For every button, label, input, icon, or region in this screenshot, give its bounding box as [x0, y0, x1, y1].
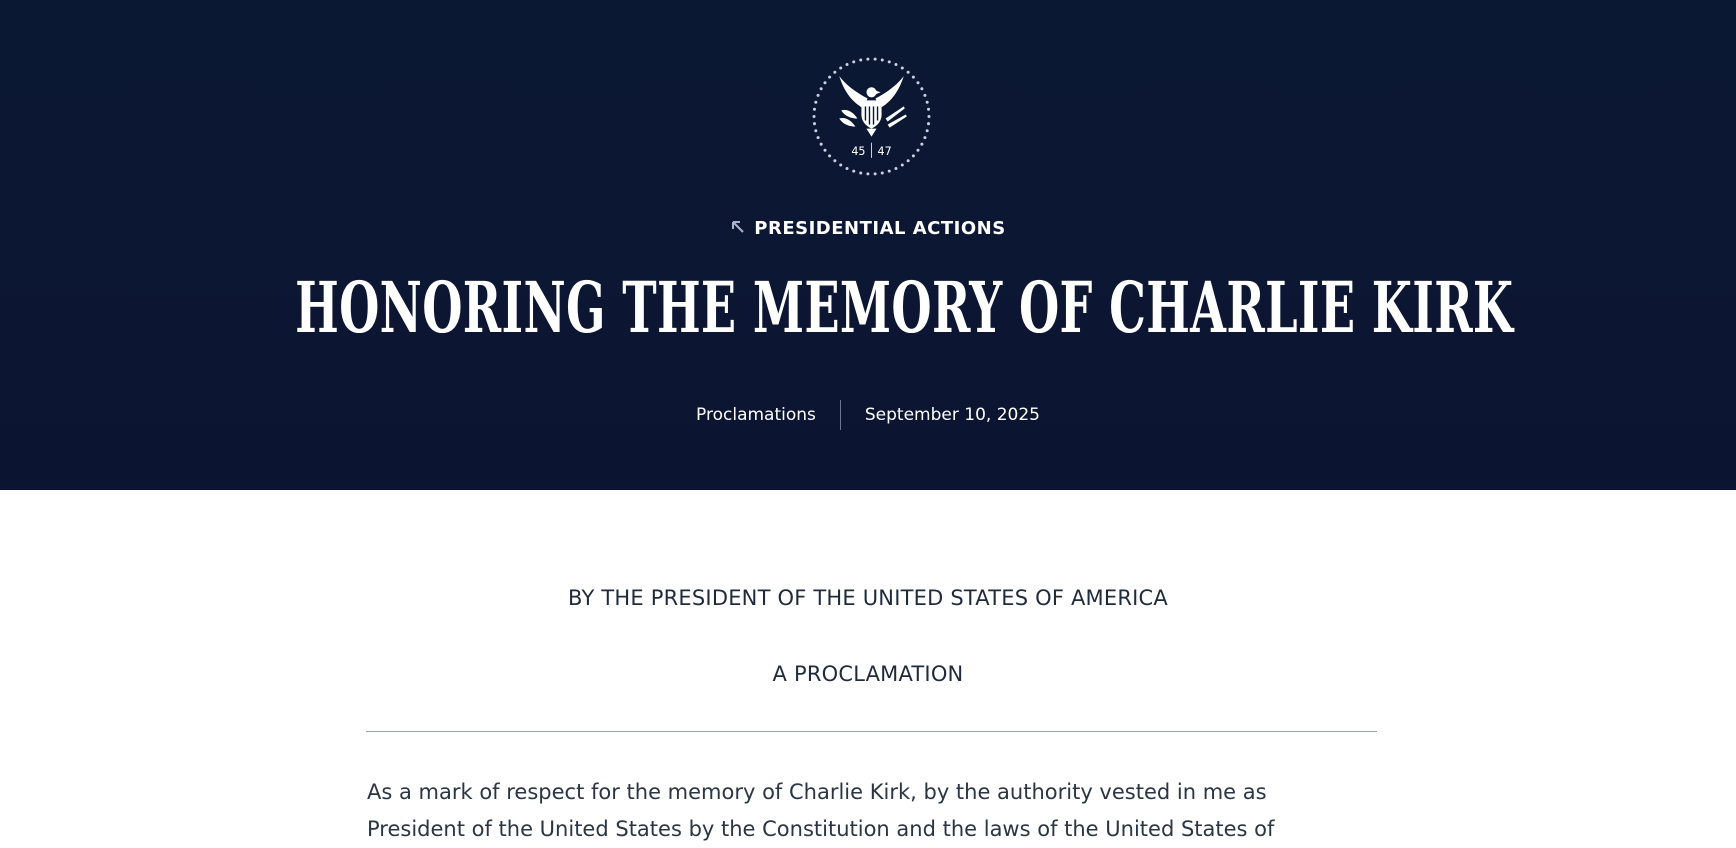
seal-star [839, 164, 842, 167]
seal-star [833, 71, 836, 74]
seal-star [916, 149, 919, 152]
seal-star [852, 60, 855, 63]
seal-star [912, 76, 915, 79]
proclamation-byline: BY THE PRESIDENT OF THE UNITED STATES OF AMERICA [568, 586, 1168, 610]
seal-star [881, 171, 884, 174]
seal-star [866, 172, 869, 175]
seal-star [901, 164, 904, 167]
seal-star [814, 129, 817, 132]
seal-star [926, 101, 929, 104]
meta-divider [840, 400, 841, 430]
seal-star [916, 81, 919, 84]
seal-star [926, 129, 929, 132]
seal-star [874, 172, 877, 175]
seal-star [833, 159, 836, 162]
seal-star [820, 143, 823, 146]
seal-star [828, 76, 831, 79]
seal-star [888, 170, 891, 173]
seal-star [846, 63, 849, 66]
seal-star [923, 94, 926, 97]
seal-star [907, 159, 910, 162]
seal-star [817, 136, 820, 139]
arrow-up-left-icon [730, 219, 746, 235]
seal-star [874, 58, 877, 61]
seal-star [813, 108, 816, 111]
seal-star [881, 59, 884, 62]
page-title: HONORING THE MEMORY OF CHARLIE KIRK [295, 266, 1514, 349]
seal-star [920, 87, 923, 90]
seal-star [888, 60, 891, 63]
presidential-seal-icon [811, 56, 932, 177]
presidential-actions-link[interactable] [0, 218, 1736, 239]
seal-star [813, 115, 816, 118]
seal-left-number: 45 [851, 144, 866, 158]
seal-star [859, 171, 862, 174]
category-link[interactable]: Proclamations [696, 405, 816, 425]
seal-star [852, 170, 855, 173]
seal-star [866, 58, 869, 61]
seal-star [820, 87, 823, 90]
post-meta [0, 400, 1736, 430]
seal-star [823, 81, 826, 84]
proclamation-paragraph: As a mark of respect for the memory of Charlie Kirk, by the authority vested in me as President of the United States by the Constitution and the laws of the United States of [367, 780, 1275, 841]
seal-star [907, 71, 910, 74]
seal-star [927, 115, 930, 118]
seal-star [823, 149, 826, 152]
proclamation-subtitle: A PROCLAMATION [772, 662, 964, 686]
section-divider [366, 731, 1377, 732]
proclamation-content [0, 490, 1736, 844]
seal-star [920, 143, 923, 146]
seal-star [813, 122, 816, 125]
presidential-actions-label: PRESIDENTIAL ACTIONS [754, 218, 1006, 239]
seal-star [828, 154, 831, 157]
seal-star [817, 94, 820, 97]
seal-star [839, 66, 842, 69]
seal-star [894, 63, 897, 66]
seal-star [901, 66, 904, 69]
seal-star [859, 59, 862, 62]
seal-star [814, 101, 817, 104]
seal-star [927, 108, 930, 111]
post-date: September 10, 2025 [864, 405, 1040, 425]
seal-star [846, 167, 849, 170]
seal-star [912, 154, 915, 157]
seal-star [927, 122, 930, 125]
seal-right-number: 47 [877, 144, 892, 158]
seal-star [923, 136, 926, 139]
seal-star [894, 167, 897, 170]
